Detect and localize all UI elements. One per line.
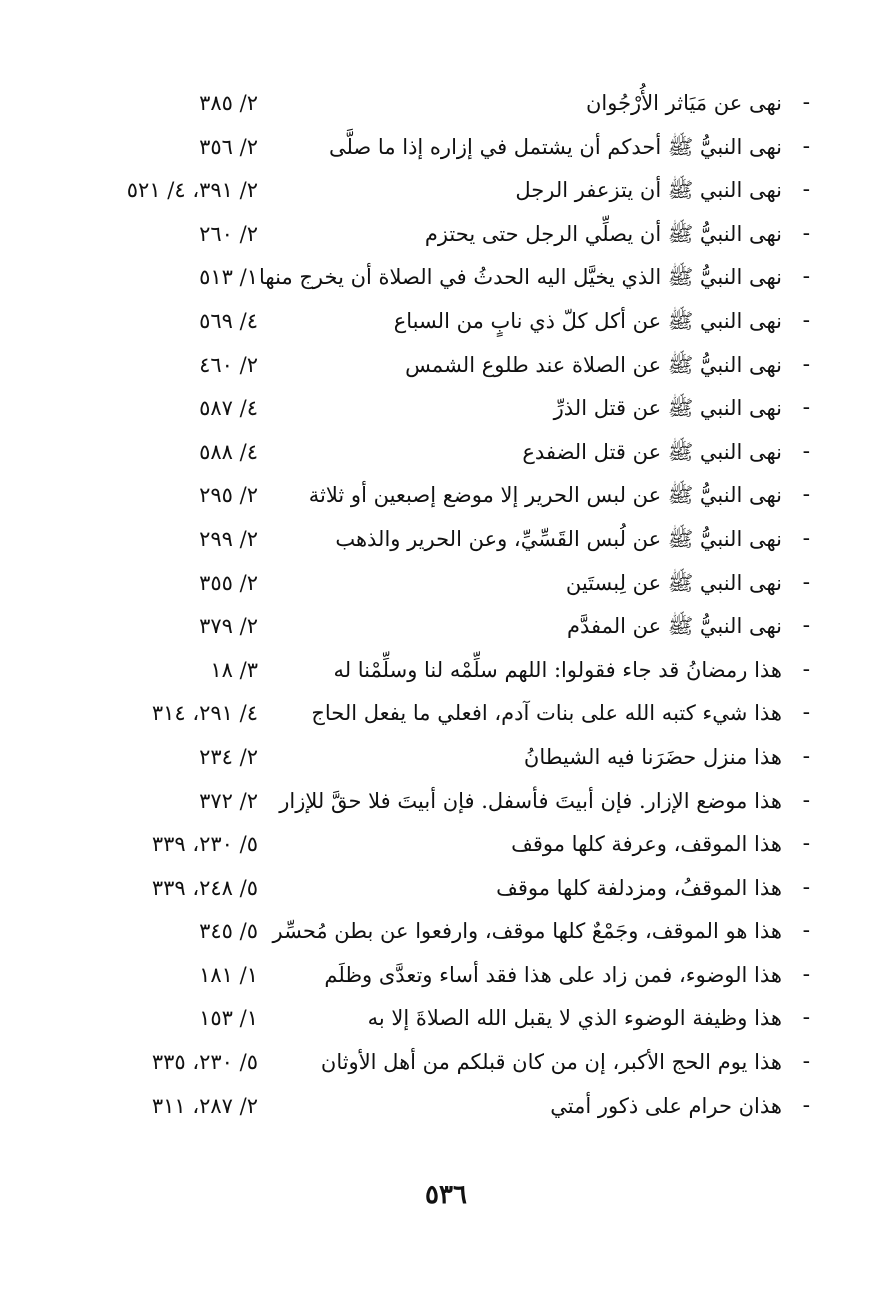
index-entry: [78, 431, 810, 475]
entry-text: نهى النبي ﷺ عن قتل الضفدع: [522, 439, 782, 464]
entry-text: هذان حرام على ذكور أمتي: [550, 1093, 782, 1118]
entry-text: نهى النبيُّ ﷺ عن لبس الحرير إلا موضع إصبعين أو ثلاثة: [308, 483, 782, 508]
entry-reference: ٣/ ١٨: [210, 657, 258, 682]
page-number: ٥٣٦: [425, 1180, 467, 1210]
entry-text: هذا هو الموقف، وجَمْعٌ كلها موقف، وارفعوا عن بطن مُحسِّر: [272, 919, 782, 944]
entry-reference: ٤/ ٥٦٩: [199, 308, 258, 333]
entry-text: نهى النبي ﷺ أن يتزعفر الرجل: [515, 178, 782, 203]
entry-dash: -: [802, 613, 810, 639]
entry-text: نهى عن مَيَاثر الأُرْجُوان: [585, 91, 782, 115]
entry-dash: -: [802, 1005, 810, 1031]
entry-reference: ٥/ ٣٤٥: [199, 919, 258, 944]
index-entry: [78, 954, 810, 998]
entry-text: نهى النبي ﷺ عن قتل الذرِّ: [553, 396, 782, 421]
entry-text: هذا الوضوء، فمن زاد على هذا فقد أساء وتعدَّى وظلَم: [324, 962, 782, 987]
index-entry: [78, 126, 810, 170]
entry-reference: ٢/ ٣٧٩: [199, 614, 258, 639]
entry-text: هذا وظيفة الوضوء الذي لا يقبل الله الصلاةَ إلا به: [367, 1006, 782, 1031]
entry-dash: -: [802, 700, 810, 726]
entry-dash: -: [802, 787, 810, 813]
entry-dash: -: [802, 307, 810, 333]
index-entry: [78, 605, 810, 649]
entry-dash: -: [802, 525, 810, 551]
entry-text: هذا يوم الحج الأكبر، إن من كان قبلكم من أهل الأوثان: [320, 1050, 782, 1075]
entry-text: هذا الموقفُ، ومزدلفة كلها موقف: [496, 875, 782, 900]
index-entry: [78, 1041, 810, 1085]
entry-text: هذا موضع الإزار. فإن أبيتَ فأسفل. فإن أبيتَ فلا حقَّ للإزار: [279, 788, 782, 813]
entry-text: نهى النبيُّ ﷺ الذي يخيَّل اليه الحدثُ في الصلاة أن يخرج منها: [259, 265, 782, 290]
entry-dash: -: [802, 874, 810, 900]
entry-text: نهى النبي ﷺ عن لِبستَين: [565, 570, 782, 595]
entry-reference: ٢/ ٣٨٥: [199, 91, 258, 115]
index-entry: [78, 562, 810, 606]
entry-text: نهى النبيُّ ﷺ عن الصلاة عند طلوع الشمس: [405, 352, 782, 377]
entry-text: هذا منزل حضَرَنا فيه الشيطانُ: [523, 744, 782, 769]
entry-reference: ١/ ٥١٣: [199, 265, 258, 290]
index-entry: [78, 867, 810, 911]
entry-dash: -: [802, 90, 810, 115]
entry-reference: ٢/ ٢٨٧، ٣١١: [151, 1093, 258, 1118]
entry-reference: ٤/ ٥٨٧: [199, 396, 258, 421]
index-entry: [78, 474, 810, 518]
entry-dash: -: [802, 395, 810, 421]
index-entry: [78, 1085, 810, 1129]
entry-dash: -: [802, 961, 810, 987]
entry-reference: ٢/ ٢٣٤: [199, 744, 258, 769]
entry-reference: ٥/ ٢٣٠، ٣٣٩: [151, 832, 258, 857]
entry-reference: ١/ ١٥٣: [199, 1006, 258, 1031]
entry-dash: -: [802, 918, 810, 944]
index-entry: [78, 910, 810, 954]
entry-dash: -: [802, 1049, 810, 1075]
entry-text: هذا الموقف، وعرفة كلها موقف: [511, 832, 782, 857]
entry-text: نهى النبيُّ ﷺ عن المفدَّم: [566, 614, 782, 639]
index-list: [78, 82, 810, 1128]
entry-dash: -: [802, 482, 810, 508]
entry-reference: ٢/ ٣٥٦: [199, 134, 258, 159]
entry-text: نهى النبيُّ ﷺ عن لُبس القَسِّيِّ، وعن الحرير والذهب: [335, 526, 782, 551]
entry-text: نهى النبي ﷺ عن أكل كلّ ذي نابٍ من السباع: [393, 308, 782, 333]
entry-dash: -: [802, 351, 810, 377]
entry-dash: -: [802, 1092, 810, 1118]
entry-reference: ١/ ١٨١: [199, 962, 258, 987]
entry-dash: -: [802, 264, 810, 290]
index-entry: [78, 300, 810, 344]
entry-reference: ٥/ ٢٤٨، ٣٣٩: [151, 875, 258, 900]
entry-dash: -: [802, 743, 810, 769]
index-entry: [78, 518, 810, 562]
entry-reference: ٢/ ٣٥٥: [199, 570, 258, 595]
entry-dash: -: [802, 831, 810, 857]
entry-reference: ٢/ ٣٩١، ٤/ ٥٢١: [126, 178, 258, 203]
index-entry: [78, 82, 810, 126]
index-entry: [78, 997, 810, 1041]
index-entry: [78, 649, 810, 693]
entry-text: هذا شيء كتبه الله على بنات آدم، افعلي ما يفعل الحاج: [311, 701, 782, 726]
entry-text: هذا رمضانُ قد جاء فقولوا: اللهم سلِّمْه لنا وسلِّمْنا له: [333, 657, 782, 682]
index-entry: [78, 692, 810, 736]
index-entry: [78, 169, 810, 213]
entry-reference: ٢/ ٢٩٥: [199, 483, 258, 508]
index-entry: [78, 387, 810, 431]
entry-reference: ٢/ ٢٦٠: [199, 221, 258, 246]
entry-reference: ٢/ ٣٧٢: [199, 788, 258, 813]
index-entry: [78, 736, 810, 780]
entry-dash: -: [802, 438, 810, 464]
entry-dash: -: [802, 220, 810, 246]
index-entry: [78, 780, 810, 824]
entry-reference: ٢/ ٤٦٠: [199, 352, 258, 377]
index-entry: [78, 344, 810, 388]
entry-dash: -: [802, 177, 810, 203]
entry-text: نهى النبيُّ ﷺ أن يصلِّي الرجل حتى يحتزم: [424, 221, 782, 246]
entry-reference: ٤/ ٥٨٨: [199, 439, 258, 464]
entry-text: نهى النبيُّ ﷺ أحدكم أن يشتمل في إزاره إذا ما صلَّى: [328, 134, 782, 159]
entry-reference: ٢/ ٢٩٩: [199, 526, 258, 551]
index-entry: [78, 256, 810, 300]
entry-dash: -: [802, 656, 810, 682]
entry-reference: ٥/ ٢٣٠، ٣٣٥: [151, 1050, 258, 1075]
entry-reference: ٤/ ٢٩١، ٣١٤: [151, 701, 258, 726]
index-entry: [78, 213, 810, 257]
index-entry: [78, 823, 810, 867]
entry-dash: -: [802, 133, 810, 159]
entry-dash: -: [802, 569, 810, 595]
